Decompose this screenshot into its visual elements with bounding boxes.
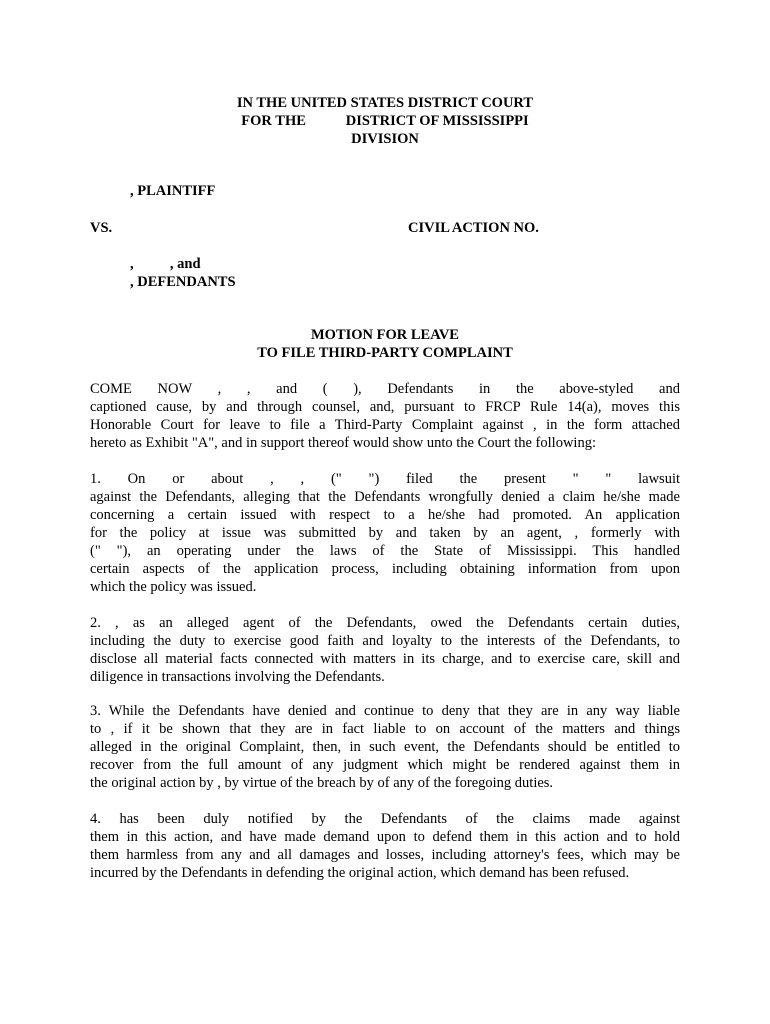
paragraph-2-line: 2. , as an alleged agent of the Defendants, owed the Defendants certain duties, xyxy=(90,615,680,631)
paragraph-4-line: them in this action, and have made demand upon to defend them in this action and to hold xyxy=(90,829,680,845)
paragraph-1-line: which the policy was issued. xyxy=(90,579,257,595)
paragraph-4-line: them harmless from any and all damages and losses, including attorney's fees, which may be xyxy=(90,847,680,863)
paragraph-3-line: 3. While the Defendants have denied and continue to deny that they are in any way liable xyxy=(90,703,680,719)
vs-label: VS. xyxy=(90,220,113,236)
paragraph-4-line: 4. has been duly notified by the Defendants of the claims made against xyxy=(90,811,680,827)
intro-line: hereto as Exhibit "A", and in support thereof would show unto the Court the following: xyxy=(90,435,596,451)
paragraph-1-line: concerning a certain issued with respect to a he/she had promoted. An application xyxy=(90,507,680,523)
paragraph-3-line: to , if it be shown that they are in fact liable to on account of the matters and things xyxy=(90,721,680,737)
paragraph-1-line: for the policy at issue was submitted by and taken by an agent, , formerly with xyxy=(90,525,680,541)
paragraph-1-line: against the Defendants, alleging that the Defendants wrongfully denied a claim he/she made xyxy=(90,489,680,505)
paragraph-3-line: recover from the full amount of any judgment which might be rendered against them in xyxy=(90,757,680,773)
plaintiff-label: , PLAINTIFF xyxy=(130,183,216,199)
motion-title-line-1: MOTION FOR LEAVE xyxy=(311,327,459,343)
paragraph-1-line: 1. On or about , , (" ") filed the present " " lawsuit xyxy=(90,471,680,487)
paragraph-3-line: the original action by , by virtue of the breach by of any of the foregoing duties. xyxy=(90,775,554,791)
defendants-line-2: , DEFENDANTS xyxy=(130,274,236,290)
paragraph-2-line: including the duty to exercise good faith and loyalty to the interests of the Defendants, to xyxy=(90,633,680,649)
court-header-line-1: IN THE UNITED STATES DISTRICT COURT xyxy=(236,95,534,111)
paragraph-1-line: (" "), an operating under the laws of the State of Mississippi. This handled xyxy=(90,543,680,559)
intro-line: captioned cause, by and through counsel, and, pursuant to FRCP Rule 14(a), moves this xyxy=(90,399,680,415)
court-header-line-2: FOR THE DISTRICT OF MISSISSIPPI xyxy=(241,113,529,129)
paragraph-4-line: incurred by the Defendants in defending the original action, which demand has been refused. xyxy=(90,865,630,881)
motion-title-line-2: TO FILE THIRD-PARTY COMPLAINT xyxy=(257,345,513,361)
paragraph-2-line: disclose all material facts connected with matters in its charge, and to exercise care, skill and xyxy=(90,651,680,667)
paragraph-3-line: alleged in the original Complaint, then, in such event, the Defendants should be entitled to xyxy=(90,739,680,755)
paragraph-1-line: certain aspects of the application process, including obtaining information from upon xyxy=(90,561,680,577)
civil-action-label: CIVIL ACTION NO. xyxy=(408,220,539,236)
intro-line: Honorable Court for leave to file a Third-Party Complaint against , in the form attached xyxy=(90,417,680,433)
intro-line: COME NOW , , and ( ), Defendants in the above-styled and xyxy=(90,381,680,397)
paragraph-2-line: diligence in transactions involving the Defendants. xyxy=(90,669,385,685)
defendants-line-1: , , and xyxy=(130,256,201,272)
court-header-line-3: DIVISION xyxy=(351,131,419,147)
